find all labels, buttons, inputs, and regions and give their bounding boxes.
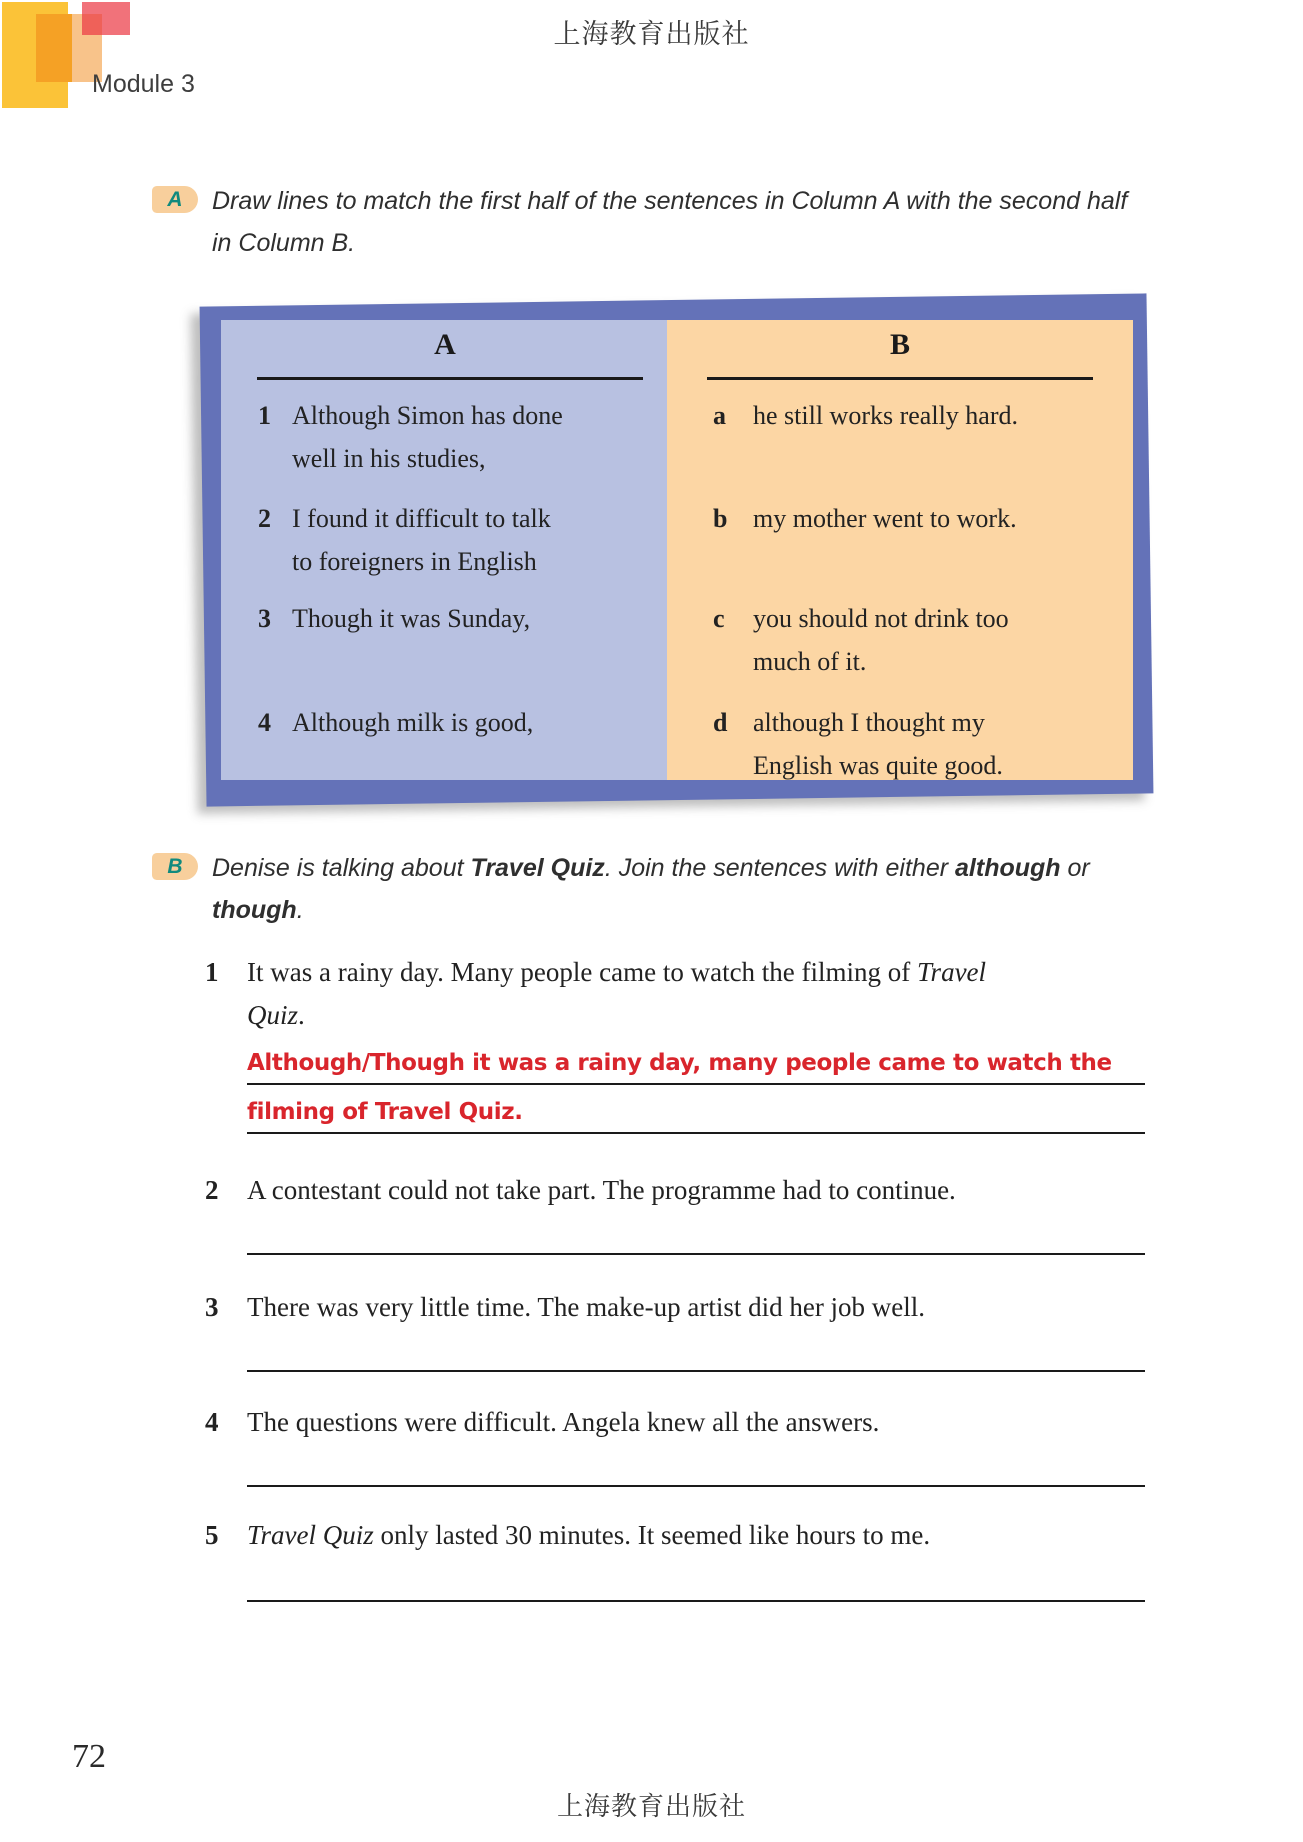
col-b-item-line: my mother went to work. (753, 504, 1017, 533)
col-a-item-line: Although Simon has done (292, 401, 563, 430)
col-a-item-line: to foreigners in English (292, 547, 537, 576)
exb-item-line: It was a rainy day. Many people came to watch the filming of Travel (247, 957, 987, 987)
answer-line (247, 1370, 1145, 1372)
handwritten-answer-line1: Although/Though it was a rainy day, many people came to watch the (247, 1050, 1112, 1076)
exercise-b-badge: B (152, 853, 198, 880)
exb-item-line: The questions were difficult. Angela knew all the answers. (247, 1407, 880, 1437)
publisher-footer: 上海教育出版社 (556, 1792, 746, 1821)
answer-line (247, 1485, 1145, 1487)
column-a-header-rule (257, 377, 643, 380)
exb-item-number: 4 (205, 1407, 219, 1437)
exercise-a-badge: A (152, 186, 198, 213)
answer-line (247, 1132, 1145, 1134)
exb-item-number: 5 (205, 1520, 219, 1550)
col-b-item-letter: c (713, 604, 725, 633)
exercise-b-instruction-line1: Denise is talking about Travel Quiz. Join the sentences with either although or (212, 854, 1090, 882)
exb-item-number: 1 (205, 957, 219, 987)
logo-pink-square (82, 2, 130, 35)
answer-line (247, 1600, 1145, 1602)
col-b-item-letter: d (713, 708, 728, 737)
match-table (221, 320, 1133, 780)
exb-item-line: Quiz. (247, 1000, 305, 1030)
col-b-item-letter: b (713, 504, 728, 533)
col-a-item-number: 1 (258, 401, 271, 430)
col-a-item-line: Although milk is good, (292, 708, 534, 737)
col-b-item-line: he still works really hard. (753, 401, 1018, 430)
exb-item-line: A contestant could not take part. The programme had to continue. (247, 1175, 956, 1205)
exb-item-number: 2 (205, 1175, 219, 1205)
column-b-header-rule (707, 377, 1093, 380)
module-label: Module 3 (92, 70, 195, 98)
logo-orange-square (36, 14, 72, 82)
handwritten-answer-line2: filming of Travel Quiz. (247, 1099, 523, 1125)
page-number: 72 (72, 1738, 106, 1775)
col-b-item-line: much of it. (753, 647, 867, 676)
column-b-header: B (889, 328, 910, 361)
answer-line (247, 1083, 1145, 1085)
col-a-item-number: 2 (258, 504, 271, 533)
column-a-header: A (434, 328, 456, 361)
col-a-item-line: Though it was Sunday, (292, 604, 531, 633)
col-b-item-letter: a (713, 401, 726, 430)
exb-item-line: Travel Quiz only lasted 30 minutes. It seemed like hours to me. (247, 1520, 931, 1550)
exercise-a-instruction-line1: Draw lines to match the first half of the sentences in Column A with the second half (212, 187, 1128, 215)
col-b-item-line: you should not drink too (753, 604, 1009, 633)
col-a-item-line: well in his studies, (292, 444, 486, 473)
col-b-item-line: although I thought my (753, 708, 985, 737)
col-b-item-line: English was quite good. (753, 751, 1003, 780)
answer-line (247, 1253, 1145, 1255)
publisher-header: 上海教育出版社 (553, 19, 750, 49)
col-a-item-number: 3 (258, 604, 271, 633)
col-a-item-line: I found it difficult to talk (292, 504, 551, 533)
exb-item-line: There was very little time. The make-up artist did her job well. (247, 1292, 926, 1322)
exercise-a-instruction-line2: in Column B. (212, 229, 356, 257)
exb-item-number: 3 (205, 1292, 219, 1322)
col-a-item-number: 4 (258, 708, 271, 737)
exercise-b-instruction-line2: though. (212, 896, 304, 924)
